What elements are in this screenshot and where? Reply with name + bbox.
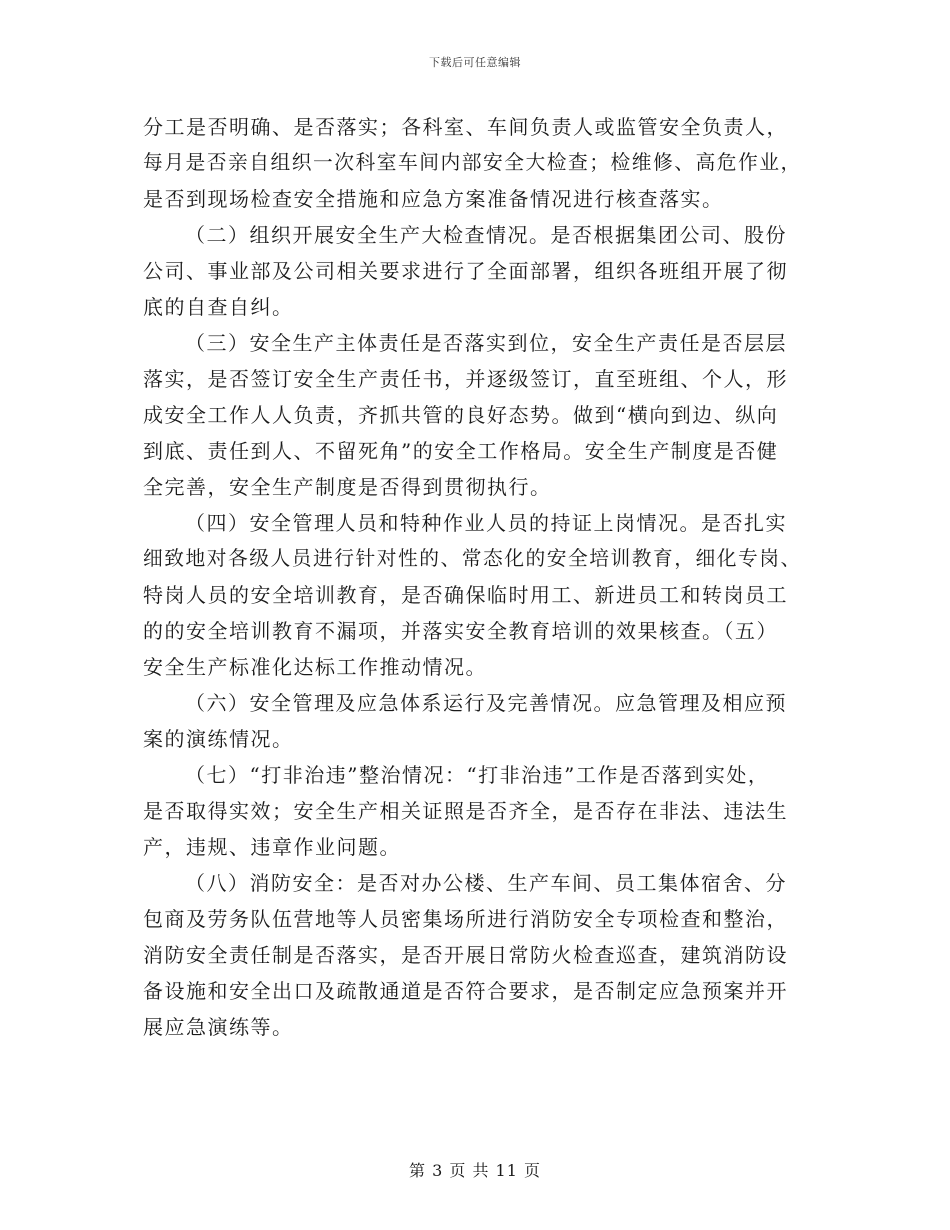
paragraph: [143, 685, 807, 757]
text-line: 包商及劳务队伍营地等人员密集场所进行消防安全专项检查和整治，: [143, 907, 788, 931]
text-line: 每月是否亲自组织一次科室车间内部安全大检查；检维修、高危作业，: [143, 151, 802, 174]
text-line: 安全生产标准化达标工作推动情况。: [143, 655, 487, 679]
text-line: 的的安全培训教育不漏项，并落实安全教育培训的效果核查。（五）: [143, 619, 778, 643]
text-line: （二）组织开展安全生产大检查情况。是否根据集团公司、股份: [185, 223, 787, 247]
document-body: [143, 109, 807, 1045]
text-line: 是否到现场检查安全措施和应急方案准备情况进行核查落实。: [143, 187, 724, 211]
page-header: 下载后可任意编辑: [429, 56, 521, 69]
text-line: 底的自查自纠。: [143, 295, 294, 319]
paragraph: [143, 865, 807, 1045]
text-line: 公司、事业部及公司相关要求进行了全面部署，组织各班组开展了彻: [143, 259, 788, 283]
text-line: 是否取得实效；安全生产相关证照是否齐全，是否存在非法、违法生: [143, 799, 788, 823]
text-line: （四）安全管理人员和特种作业人员的持证上岗情况。是否扎实: [185, 511, 787, 535]
paragraph: [143, 505, 807, 685]
text-line: 展应急演练等。: [143, 1015, 294, 1039]
text-line: 产，违规、违章作业问题。: [143, 835, 401, 859]
paragraph: [143, 757, 807, 865]
page-number: 第 3 页 共 11 页: [409, 1161, 541, 1180]
text-line: （三）安全生产主体责任是否落实到位，安全生产责任是否层层: [185, 331, 787, 355]
text-line: 落实，是否签订安全生产责任书，并逐级签订，直至班组、个人，形: [143, 367, 788, 391]
text-line: 消防安全责任制是否落实，是否开展日常防火检查巡查，建筑消防设: [143, 943, 788, 967]
text-line: （六）安全管理及应急体系运行及完善情况。应急管理及相应预: [185, 691, 787, 715]
text-line: （七）“打非治违”整治情况：“打非治违”工作是否落到实处，: [185, 763, 770, 787]
text-line: 分工是否明确、是否落实；各科室、车间负责人或监管安全负责人，: [143, 115, 788, 139]
paragraph: [143, 325, 807, 505]
paragraph: [143, 109, 807, 217]
paragraph: [143, 217, 807, 325]
text-line: （八）消防安全：是否对办公楼、生产车间、员工集体宿舍、分: [185, 871, 787, 895]
text-line: 特岗人员的安全培训教育，是否确保临时用工、新进员工和转岗员工: [143, 583, 788, 607]
text-line: 成安全工作人人负责，齐抓共管的良好态势。做到“横向到边、纵向: [143, 403, 779, 427]
text-line: 细致地对各级人员进行针对性的、常态化的安全培训教育，细化专岗、: [143, 547, 802, 570]
text-line: 备设施和安全出口及疏散通道是否符合要求，是否制定应急预案并开: [143, 979, 788, 1003]
text-line: 案的演练情况。: [143, 727, 294, 751]
text-line: 到底、责任到人、不留死角”的安全工作格局。安全生产制度是否健: [143, 439, 779, 463]
text-line: 全完善，安全生产制度是否得到贯彻执行。: [143, 475, 552, 499]
